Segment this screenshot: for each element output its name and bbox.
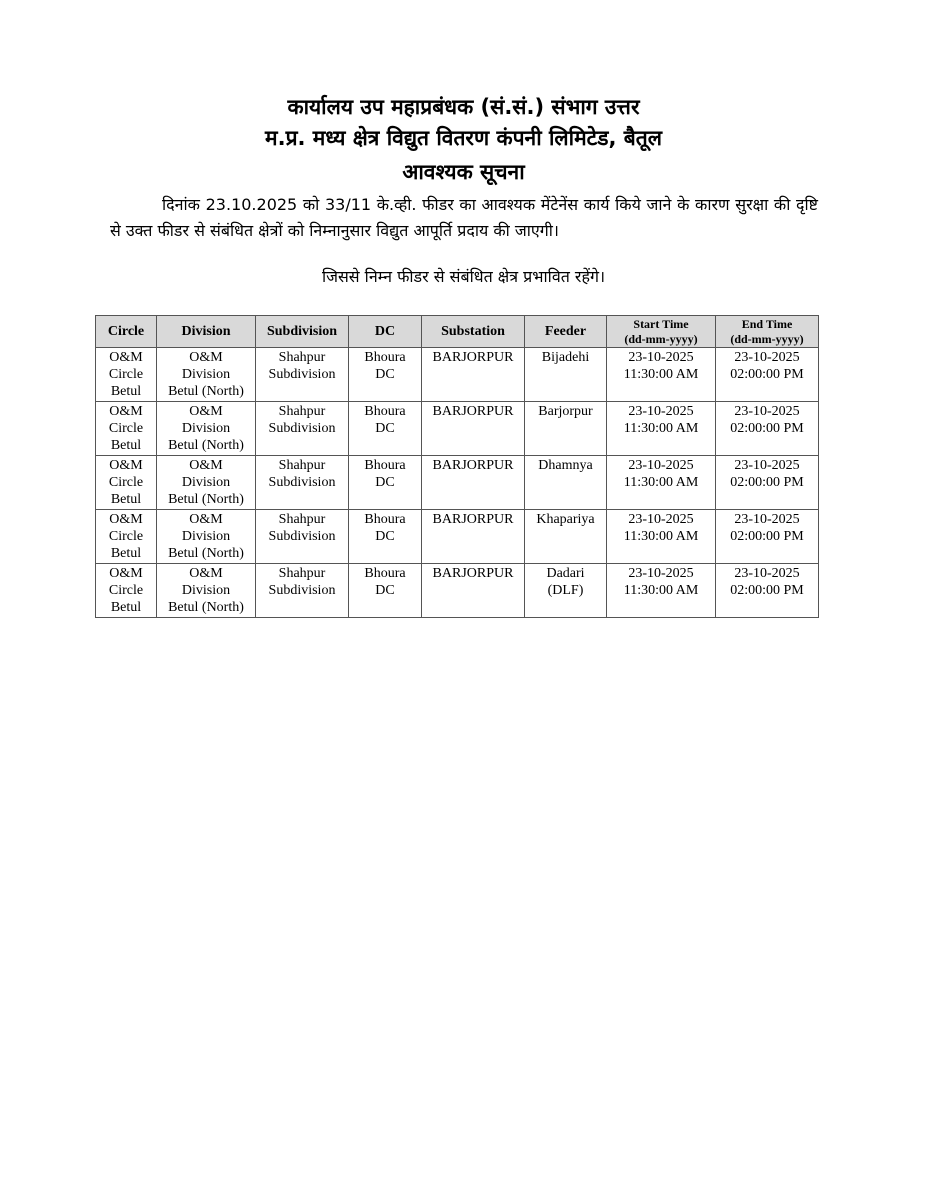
cell-circle-line: Circle — [108, 367, 144, 382]
cell-end-line: 23-10-2025 — [734, 404, 800, 419]
cell-start — [607, 348, 716, 402]
affected-areas-line: जिससे निम्न फीडर से संबंधित क्षेत्र प्रभावित रहेंगे। — [321, 267, 606, 286]
cell-end-line: 02:00:00 PM — [730, 529, 804, 544]
cell-division-line: Betul (North) — [168, 492, 244, 507]
cell-feeder-line: (DLF) — [547, 583, 584, 598]
cell-feeder-line: Khapariya — [536, 512, 595, 527]
cell-substation: BARJORPUR — [422, 564, 525, 618]
start-time-format: (dd-mm-yyyy) — [624, 331, 698, 346]
cell-start-line: 11:30:00 AM — [623, 529, 699, 544]
cell-end-line: 23-10-2025 — [734, 350, 800, 365]
cell-start — [607, 510, 716, 564]
cell-circle-line: O&M — [109, 512, 143, 527]
cell-circle-line: Betul — [110, 600, 142, 615]
cell-end-line: 02:00:00 PM — [730, 421, 804, 436]
cell-division-line: Betul (North) — [168, 600, 244, 615]
cell-division-line: O&M — [189, 350, 223, 365]
cell-start-line: 11:30:00 AM — [623, 421, 699, 436]
cell-subdivision-line: Subdivision — [268, 367, 336, 382]
cell-dc — [349, 402, 422, 456]
end-time-format: (dd-mm-yyyy) — [730, 331, 804, 346]
cell-subdivision-line: Shahpur — [278, 458, 326, 473]
cell-start-line: 11:30:00 AM — [623, 475, 699, 490]
cell-dc — [349, 348, 422, 402]
cell-subdivision-line: Subdivision — [268, 475, 336, 490]
notice-body: दिनांक 23.10.2025 को 33/11 के.व्ही. फीडर का आवश्यक मेंटेनेंस कार्य किये जाने के कारण सुरक्षा की दृष्टि से उक्त फीडर से संबंधित क्षेत्रों को निम्नानुसार विद्युत आपूर्ति प्रदाय की जाएगी। — [110, 195, 818, 240]
col-header-dc: DC — [349, 316, 422, 348]
cell-feeder — [525, 510, 607, 564]
cell-subdivision-line: Shahpur — [278, 566, 326, 581]
cell-end-line: 02:00:00 PM — [730, 367, 804, 382]
cell-circle-line: Betul — [110, 384, 142, 399]
cell-division-line: Division — [181, 421, 231, 436]
cell-circle-line: O&M — [109, 404, 143, 419]
cell-dc — [349, 510, 422, 564]
cell-circle — [96, 564, 157, 618]
table-row — [96, 564, 819, 618]
cell-division-line: O&M — [189, 404, 223, 419]
table-row — [96, 402, 819, 456]
cell-feeder — [525, 564, 607, 618]
cell-dc-line: Bhoura — [364, 350, 406, 365]
cell-circle-line: Betul — [110, 438, 142, 453]
cell-division-line: O&M — [189, 458, 223, 473]
notice-title: आवश्यक सूचना — [402, 160, 525, 184]
cell-end-line: 02:00:00 PM — [730, 583, 804, 598]
cell-division-line: Division — [181, 367, 231, 382]
cell-end-line: 23-10-2025 — [734, 512, 800, 527]
cell-circle-line: Circle — [108, 421, 144, 436]
cell-end-line: 02:00:00 PM — [730, 475, 804, 490]
cell-subdivision-line: Shahpur — [278, 404, 326, 419]
cell-dc-line: DC — [375, 475, 395, 490]
cell-circle-line: O&M — [109, 566, 143, 581]
cell-subdivision-line: Shahpur — [278, 350, 326, 365]
col-header-division: Division — [157, 316, 256, 348]
cell-end — [716, 456, 819, 510]
cell-subdivision — [256, 348, 349, 402]
cell-dc-line: DC — [375, 421, 395, 436]
cell-feeder-line: Dhamnya — [538, 458, 593, 473]
table-row — [96, 510, 819, 564]
cell-start-line: 23-10-2025 — [628, 458, 694, 473]
cell-subdivision — [256, 564, 349, 618]
cell-dc — [349, 456, 422, 510]
cell-circle-line: Circle — [108, 529, 144, 544]
shutdown-schedule-table — [95, 315, 819, 618]
cell-dc — [349, 564, 422, 618]
cell-division-line: Division — [181, 583, 231, 598]
cell-circle — [96, 456, 157, 510]
cell-circle — [96, 510, 157, 564]
cell-start-line: 23-10-2025 — [628, 350, 694, 365]
cell-subdivision-line: Subdivision — [268, 421, 336, 436]
cell-start — [607, 564, 716, 618]
cell-end — [716, 348, 819, 402]
cell-feeder-line: Dadari — [546, 566, 585, 581]
cell-dc-line: DC — [375, 583, 395, 598]
cell-end-line: 23-10-2025 — [734, 458, 800, 473]
table-row — [96, 456, 819, 510]
cell-feeder-line: Barjorpur — [538, 404, 593, 419]
cell-division-line: Division — [181, 529, 231, 544]
cell-start-line: 23-10-2025 — [628, 512, 694, 527]
cell-division-line: Betul (North) — [168, 384, 244, 399]
col-header-start-time — [607, 316, 716, 348]
cell-subdivision — [256, 456, 349, 510]
cell-division-line: O&M — [189, 566, 223, 581]
cell-division — [157, 510, 256, 564]
cell-feeder-line: Bijadehi — [541, 350, 590, 365]
cell-division-line: O&M — [189, 512, 223, 527]
cell-subdivision-line: Subdivision — [268, 583, 336, 598]
cell-circle-line: Betul — [110, 492, 142, 507]
col-header-circle: Circle — [96, 316, 157, 348]
cell-start-line: 23-10-2025 — [628, 404, 694, 419]
cell-substation: BARJORPUR — [422, 348, 525, 402]
cell-circle-line: O&M — [109, 350, 143, 365]
col-header-substation: Substation — [422, 316, 525, 348]
cell-start — [607, 456, 716, 510]
cell-dc-line: Bhoura — [364, 566, 406, 581]
cell-end — [716, 564, 819, 618]
cell-substation: BARJORPUR — [422, 402, 525, 456]
cell-dc-line: Bhoura — [364, 404, 406, 419]
cell-subdivision-line: Subdivision — [268, 529, 336, 544]
cell-substation: BARJORPUR — [422, 510, 525, 564]
cell-division — [157, 564, 256, 618]
col-header-subdivision: Subdivision — [256, 316, 349, 348]
col-header-feeder: Feeder — [525, 316, 607, 348]
cell-division-line: Betul (North) — [168, 546, 244, 561]
cell-circle-line: Circle — [108, 475, 144, 490]
cell-dc-line: DC — [375, 529, 395, 544]
cell-feeder — [525, 348, 607, 402]
cell-end — [716, 402, 819, 456]
cell-substation: BARJORPUR — [422, 456, 525, 510]
cell-feeder — [525, 456, 607, 510]
cell-circle — [96, 402, 157, 456]
cell-division — [157, 348, 256, 402]
cell-end-line: 23-10-2025 — [734, 566, 800, 581]
cell-subdivision — [256, 510, 349, 564]
cell-end — [716, 510, 819, 564]
start-time-label: Start Time — [633, 316, 689, 331]
cell-start-line: 23-10-2025 — [628, 566, 694, 581]
cell-start — [607, 402, 716, 456]
cell-division — [157, 456, 256, 510]
cell-division-line: Division — [181, 475, 231, 490]
cell-division — [157, 402, 256, 456]
col-header-end-time — [716, 316, 819, 348]
cell-dc-line: Bhoura — [364, 512, 406, 527]
cell-division-line: Betul (North) — [168, 438, 244, 453]
cell-circle — [96, 348, 157, 402]
office-title: कार्यालय उप महाप्रबंधक (सं.सं.) संभाग उत्तर — [287, 95, 640, 119]
cell-start-line: 11:30:00 AM — [623, 367, 699, 382]
cell-dc-line: DC — [375, 367, 395, 382]
company-title: म.प्र. मध्य क्षेत्र विद्युत वितरण कंपनी लिमिटेड, बैतूल — [265, 126, 662, 150]
end-time-label: End Time — [741, 316, 793, 331]
cell-circle-line: Betul — [110, 546, 142, 561]
table-header-row — [96, 316, 819, 348]
cell-circle-line: O&M — [109, 458, 143, 473]
table-row — [96, 348, 819, 402]
cell-feeder — [525, 402, 607, 456]
cell-dc-line: Bhoura — [364, 458, 406, 473]
cell-circle-line: Circle — [108, 583, 144, 598]
cell-start-line: 11:30:00 AM — [623, 583, 699, 598]
cell-subdivision-line: Shahpur — [278, 512, 326, 527]
cell-subdivision — [256, 402, 349, 456]
